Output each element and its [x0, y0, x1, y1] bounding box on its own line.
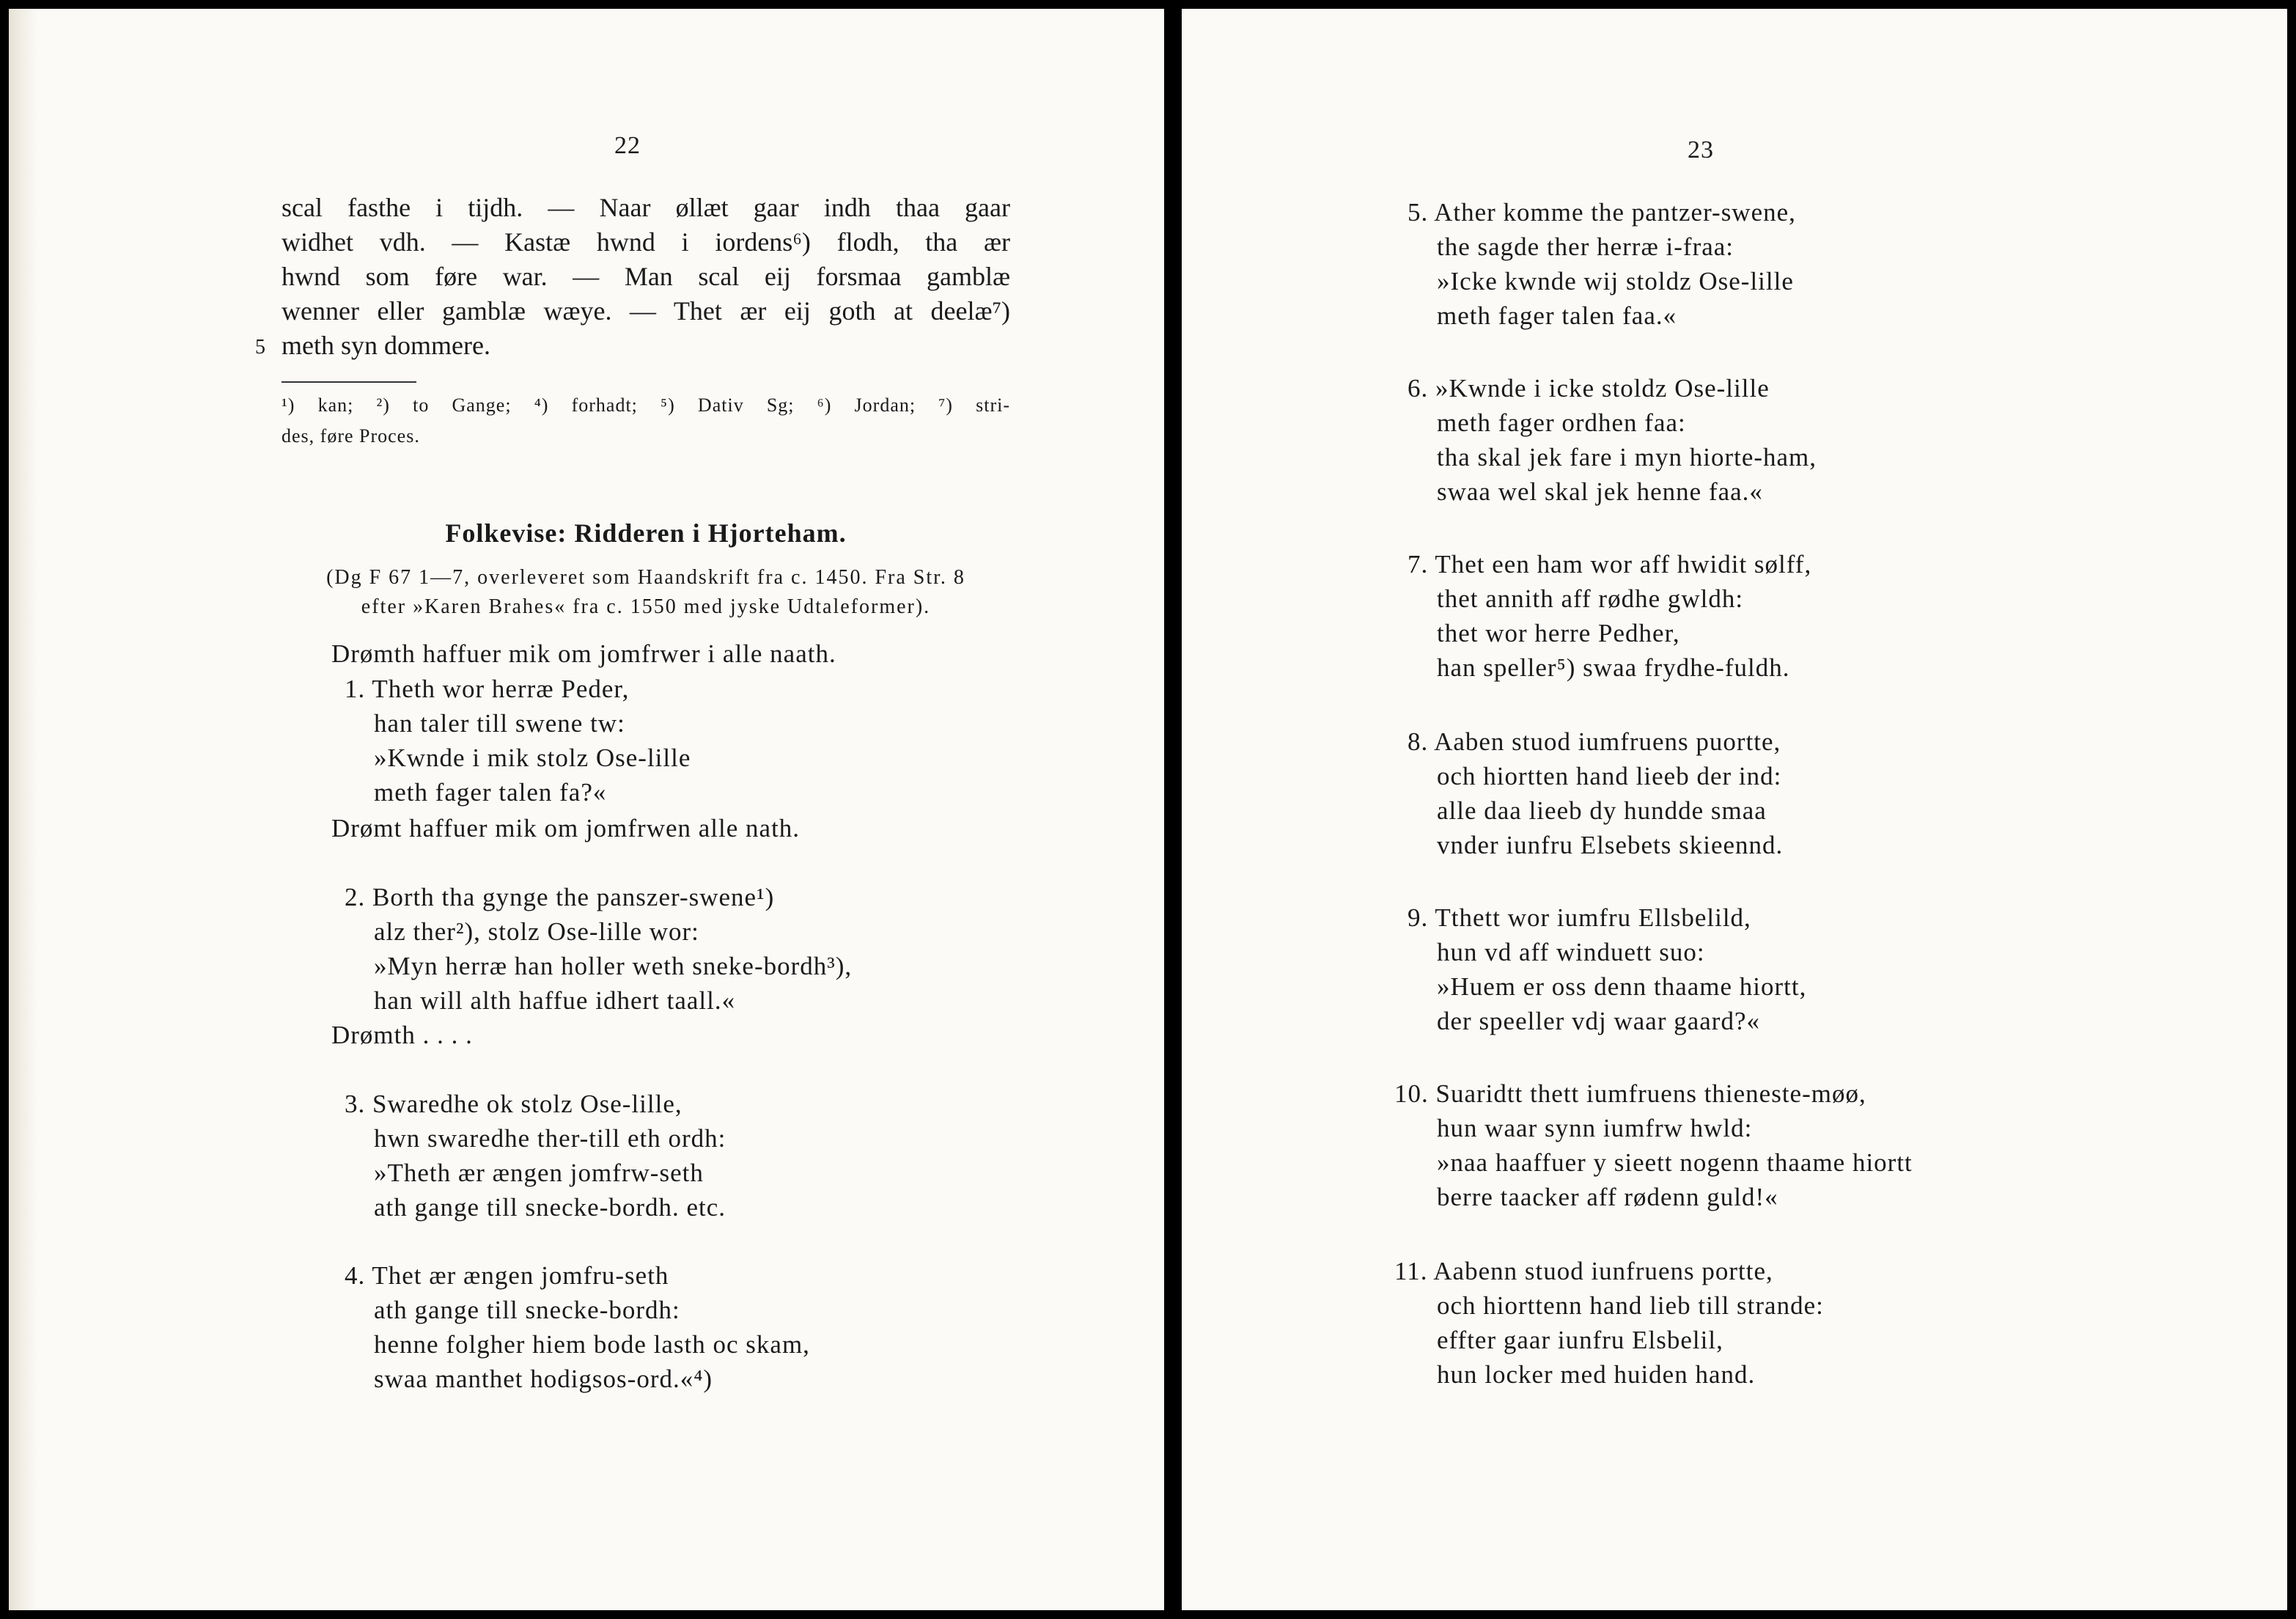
footnote-line: ¹) kan; ²) to Gange; ⁴) forhadt; ⁵) Dativ Sg; ⁶) Jordan; ⁷) stri- [282, 394, 1010, 416]
verse-line: 9. Tthett wor iumfru Ellsbelild, [1408, 903, 1751, 932]
verse-line: swaa manthet hodigsos-ord.«⁴) [374, 1365, 713, 1393]
page-number: 23 [1688, 136, 1714, 164]
source-note-line: efter »Karen Brahes« fra c. 1550 med jyske Udtaleformer). [361, 595, 931, 618]
stanza-11 [1394, 1254, 1824, 1392]
verse-line: ath gange till snecke-bordh. etc. [374, 1193, 726, 1222]
verse-line: 3. Swaredhe ok stolz Ose-lille, [345, 1090, 682, 1118]
stanza-5 [1408, 195, 1796, 333]
verse-line: 4. Thet ær ængen jomfru-seth [345, 1261, 669, 1290]
stanza-1 [345, 672, 691, 810]
prose-line: meth syn dommere. [282, 331, 490, 360]
verse-line: swaa wel skal jek henne faa.« [1437, 477, 1763, 506]
verse-line: hun waar synn iumfrw hwld: [1437, 1114, 1753, 1142]
refrain-line: Drømt haffuer mik om jomfrwen alle nath. [331, 814, 801, 842]
verse-line: 11. Aabenn stuod iunfruens portte, [1394, 1257, 1773, 1285]
verse-line: han speller⁵) swaa frydhe-fuldh. [1437, 653, 1790, 682]
verse-line: hun locker med huiden hand. [1437, 1360, 1756, 1389]
stanza-4 [345, 1258, 810, 1396]
stanza-3 [345, 1087, 726, 1225]
footnote-rule [282, 381, 416, 383]
verse-line: hwn swaredhe ther-till eth ordh: [374, 1124, 726, 1153]
prose-line: hwnd som føre war. — Man scal eij forsmaa gamblæ [282, 262, 1010, 291]
page-number: 22 [614, 132, 641, 159]
verse-line: meth fager talen faa.« [1437, 301, 1677, 330]
verse-line: »Kwnde i mik stolz Ose-lille [374, 744, 691, 772]
source-note-line: (Dg F 67 1—7, overleveret som Haandskrift fra c. 1450. Fra Str. 8 [326, 566, 965, 589]
page-edge-shadow [9, 9, 38, 1610]
verse-line: 2. Borth tha gynge the panszer-swene¹) [345, 883, 775, 911]
verse-line: »naa haaffuer y sieett nogenn thaame hiortt [1437, 1148, 1913, 1177]
stanza-6 [1408, 371, 1817, 509]
verse-line: 8. Aaben stuod iumfruens puortte, [1408, 727, 1781, 756]
verse-line: han taler till swene tw: [374, 709, 625, 738]
verse-line: »Theth ær ængen jomfrw-seth [374, 1159, 704, 1187]
stanza-9 [1408, 900, 1806, 1038]
verse-line: 1. Theth wor herræ Peder, [345, 675, 630, 703]
prose-line: scal fasthe i tijdh. — Naar øllæt gaar indh thaa gaar [282, 193, 1010, 222]
verse-line: han will alth haffue idhert taall.« [374, 986, 736, 1015]
verse-line: alle daa lieeb dy hundde smaa [1437, 796, 1767, 825]
verse-line: berre taacker aff rødenn guld!« [1437, 1183, 1778, 1211]
verse-line: 6. »Kwnde i icke stoldz Ose-lille [1408, 374, 1770, 403]
stanza-8 [1408, 724, 1783, 862]
verse-line: thet annith aff rødhe gwldh: [1437, 584, 1744, 613]
verse-line: thet wor herre Pedher, [1437, 619, 1680, 647]
verse-line: meth fager talen fa?« [374, 778, 607, 807]
refrain-line: Drømth haffuer mik om jomfrwer i alle naath. [331, 639, 836, 668]
left-page [9, 9, 1164, 1610]
verse-line: »Huem er oss denn thaame hiortt, [1437, 972, 1807, 1001]
stanza-2 [345, 880, 852, 1018]
verse-line: och hiorttenn hand lieb till strande: [1437, 1291, 1824, 1320]
prose-paragraph [282, 191, 1010, 363]
line-number-marker: 5 [255, 336, 265, 359]
verse-line: alz ther²), stolz Ose-lille wor: [374, 917, 699, 946]
verse-line: hun vd aff winduett suo: [1437, 938, 1705, 966]
prose-line: wenner eller gamblæ wæye. — Thet ær eij goth at deelæ⁷) [282, 296, 1010, 326]
footnotes [282, 390, 1010, 452]
verse-line: meth fager ordhen faa: [1437, 408, 1686, 437]
stanza-7 [1408, 547, 1811, 685]
verse-line: ath gange till snecke-bordh: [374, 1296, 680, 1324]
prose-line: widhet vdh. — Kastæ hwnd i iordens⁶) flodh, tha ær [282, 227, 1010, 257]
verse-line: »Myn herræ han holler weth sneke-bordh³), [374, 952, 853, 980]
verse-line: tha skal jek fare i myn hiorte-ham, [1437, 443, 1817, 471]
verse-line: »Icke kwnde wij stoldz Ose-lille [1437, 267, 1794, 295]
verse-line: och hiortten hand lieeb der ind: [1437, 762, 1782, 790]
footnote-line: des, føre Proces. [282, 425, 420, 447]
verse-line: henne folgher hiem bode lasth oc skam, [374, 1330, 810, 1359]
verse-line: 5. Ather komme the pantzer-swene, [1408, 198, 1796, 227]
refrain-line: Drømth . . . . [331, 1021, 473, 1049]
verse-line: effter gaar iunfru Elsbelil, [1437, 1326, 1723, 1354]
verse-line: 7. Thet een ham wor aff hwidit sølff, [1408, 550, 1812, 579]
verse-line: der speeller vdj waar gaard?« [1437, 1007, 1761, 1035]
right-page [1182, 9, 2287, 1610]
verse-line: 10. Suaridtt thett iumfruens thieneste-møø, [1394, 1079, 1866, 1108]
verse-line: vnder iunfru Elsebets skieennd. [1437, 831, 1784, 859]
source-note [282, 563, 1010, 622]
stanza-10 [1394, 1076, 1913, 1214]
verse-line: the sagde ther herræ i-fraa: [1437, 232, 1734, 261]
section-title: Folkevise: Ridderen i Hjorteham. [445, 518, 847, 548]
